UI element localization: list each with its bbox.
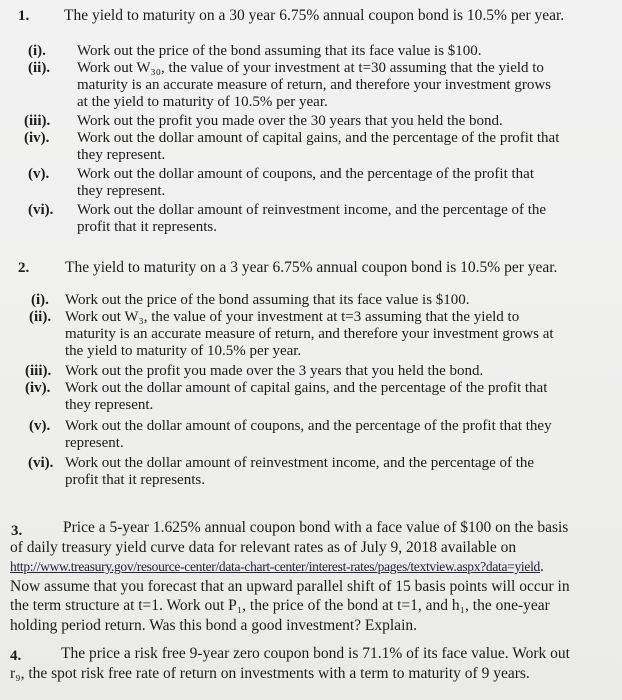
- part-text-line: Work out the dollar amount of coupons, and the percentage of the profit that: [77, 166, 534, 182]
- part-text-line: Work out the dollar amount of capital gains, and the percentage of the profit that: [77, 130, 560, 146]
- q4-line-2: r₉, the spot risk free rate of return on investments with a term to maturity of 9 years.: [10, 664, 530, 682]
- part-text-line: represent.: [65, 435, 124, 451]
- part-text-line: at the yield to maturity of 10.5% per year.: [77, 94, 328, 110]
- part-label: (iii).: [25, 363, 52, 379]
- part-text-line: Work out the dollar amount of reinvestment income, and the percentage of the: [77, 202, 547, 218]
- question-4-text: [10, 644, 570, 683]
- part-text-line: the yield to maturity of 10.5% per year.: [65, 343, 302, 359]
- part-text-line: Work out the dollar amount of coupons, and the percentage of the profit that they: [65, 418, 552, 434]
- q3-line-2: of daily treasury yield curve data for relevant rates as of July 9, 2018 available on: [10, 538, 517, 556]
- q3-link-end: .: [539, 558, 544, 575]
- part-text-line: they represent.: [77, 147, 166, 163]
- part-text-line: Work out the dollar amount of reinvestment income, and the percentage of the: [65, 455, 535, 471]
- question-1-stem: The yield to maturity on a 30 year 6.75% annual coupon bond is 10.5% per year.: [64, 7, 565, 24]
- part-text-line: they represent.: [65, 397, 154, 413]
- part-text-line: Work out W₃₀, the value of your investment at t=30 assuming that the yield to: [77, 60, 544, 76]
- q4-line-1: The price a risk free 9-year zero coupon bond is 71.1% of its face value. Work out: [61, 645, 570, 662]
- part-label: (vi).: [28, 202, 54, 218]
- question-1-number: 1.: [18, 8, 30, 24]
- part-text-line: Work out the profit you made over the 30 years that you held the bond.: [77, 113, 503, 129]
- q3-line-1: Price a 5-year 1.625% annual coupon bond with a face value of $100 on the basis: [63, 519, 569, 536]
- part-label: (vi).: [28, 455, 54, 471]
- part-label: (ii).: [29, 309, 52, 325]
- part-label: (iv).: [24, 130, 50, 146]
- question-4-number: 4.: [10, 648, 22, 664]
- part-text-line: Work out the price of the bond assuming that its face value is $100.: [65, 292, 470, 308]
- q4-line: [10, 644, 570, 664]
- part-label: (v).: [28, 166, 50, 182]
- part-label: (i).: [28, 43, 46, 59]
- q3-line-4: Now assume that you forecast that an upward parallel shift of 15 basis points will occur in: [10, 577, 570, 595]
- q3-line-6: holding period return. Was this bond a good investment? Explain.: [10, 616, 417, 634]
- question-3-number: 3.: [11, 523, 23, 539]
- question-2-number: 2.: [18, 260, 30, 276]
- part-label: (ii).: [28, 60, 51, 76]
- part-text-line: they represent.: [77, 183, 166, 199]
- part-text-line: Work out the profit you made over the 3 years that you held the bond.: [65, 363, 484, 379]
- part-label: (iv).: [25, 380, 51, 396]
- part-label: (i).: [31, 292, 49, 308]
- part-text-line: Work out W₃, the value of your investment at t=3 assuming that the yield to: [65, 309, 520, 325]
- part-text-line: profit that it represents.: [65, 472, 205, 488]
- question-2-stem: The yield to maturity on a 3 year 6.75% annual coupon bond is 10.5% per year.: [65, 259, 558, 276]
- part-label: (v).: [29, 418, 51, 434]
- part-text-line: maturity is an accurate measure of return, and therefore your investment grows: [77, 77, 551, 93]
- part-text-line: Work out the dollar amount of capital gains, and the percentage of the profit that: [65, 380, 548, 396]
- q3-line-5: the term structure at t=1. Work out P₁, the price of the bond at t=1, and h₁, the one-year: [10, 597, 550, 614]
- part-text-line: maturity is an accurate measure of return, and therefore your investment grows at: [65, 326, 554, 342]
- part-text-line: Work out the price of the bond assuming that its face value is $100.: [77, 43, 482, 59]
- part-text-line: profit that it represents.: [77, 219, 217, 235]
- treasury-data-link[interactable]: http://www.treasury.gov/resource-center/data-chart-center/interest-rates/pages/textview.aspx?data=yield: [10, 559, 540, 574]
- part-label: (iii).: [24, 113, 51, 129]
